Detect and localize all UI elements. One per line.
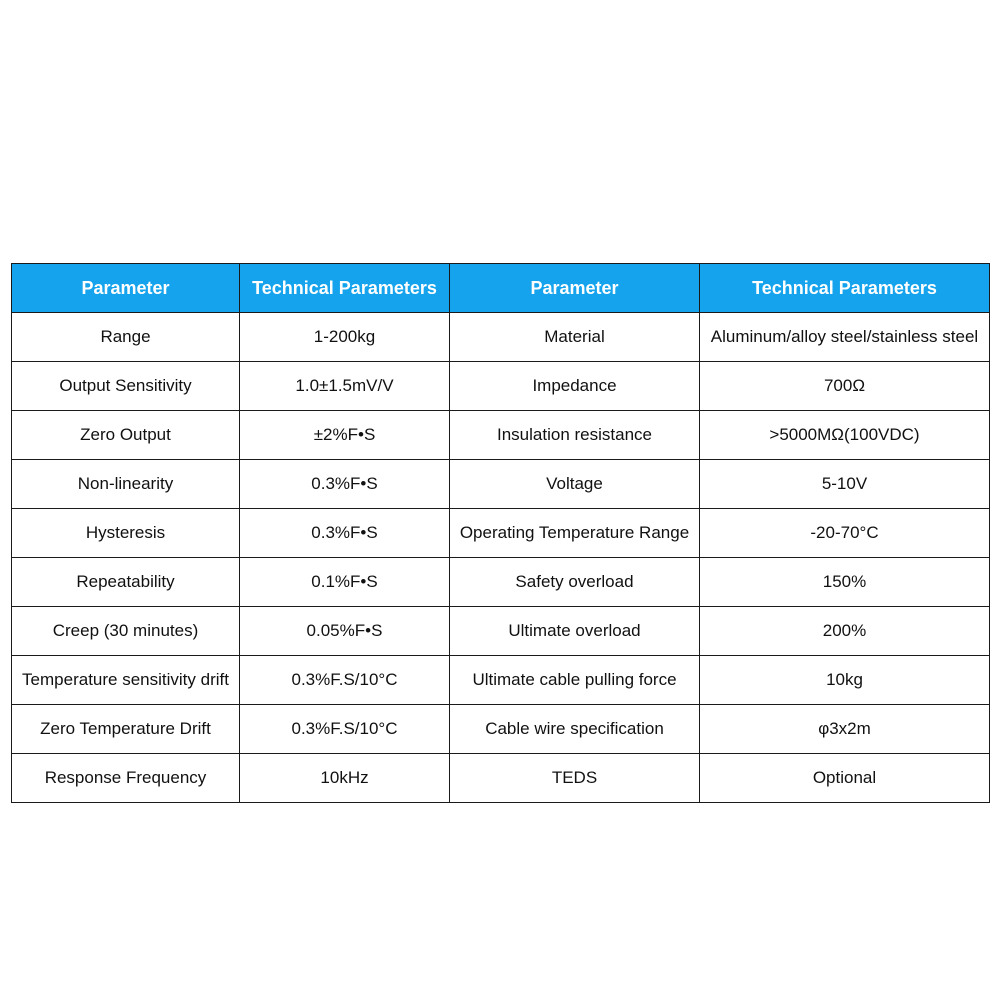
header-row [12, 264, 990, 313]
table-row [12, 607, 990, 656]
value-cell: 10kHz [240, 754, 450, 803]
parameter-cell: Creep (30 minutes) [12, 607, 240, 656]
value-cell: Optional [700, 754, 990, 803]
parameter-cell: Ultimate cable pulling force [450, 656, 700, 705]
value-cell: 0.05%F•S [240, 607, 450, 656]
value-cell: 5-10V [700, 460, 990, 509]
table-row [12, 313, 990, 362]
parameter-cell: Material [450, 313, 700, 362]
value-cell: 1.0±1.5mV/V [240, 362, 450, 411]
table-row [12, 558, 990, 607]
parameter-cell: TEDS [450, 754, 700, 803]
parameter-cell: Hysteresis [12, 509, 240, 558]
parameter-cell: Temperature sensitivity drift [12, 656, 240, 705]
value-cell: 150% [700, 558, 990, 607]
value-cell: 1-200kg [240, 313, 450, 362]
parameter-cell: Zero Temperature Drift [12, 705, 240, 754]
value-cell: 0.3%F•S [240, 460, 450, 509]
parameter-cell: Output Sensitivity [12, 362, 240, 411]
header-cell-technical-parameters: Technical Parameters [700, 264, 990, 313]
table-row [12, 754, 990, 803]
parameter-cell: Zero Output [12, 411, 240, 460]
table-row [12, 460, 990, 509]
parameter-cell: Voltage [450, 460, 700, 509]
parameter-cell: Range [12, 313, 240, 362]
value-cell: 700Ω [700, 362, 990, 411]
header-cell-parameter: Parameter [12, 264, 240, 313]
value-cell: 200% [700, 607, 990, 656]
table-row [12, 509, 990, 558]
value-cell: φ3x2m [700, 705, 990, 754]
parameter-cell: Insulation resistance [450, 411, 700, 460]
value-cell: 0.1%F•S [240, 558, 450, 607]
value-cell: -20-70°C [700, 509, 990, 558]
parameter-cell: Impedance [450, 362, 700, 411]
parameter-cell: Cable wire specification [450, 705, 700, 754]
value-cell: 0.3%F.S/10°C [240, 656, 450, 705]
table-row [12, 411, 990, 460]
value-cell: >5000MΩ(100VDC) [700, 411, 990, 460]
value-cell: 0.3%F•S [240, 509, 450, 558]
parameter-cell: Response Frequency [12, 754, 240, 803]
value-cell: Aluminum/alloy steel/stainless steel [700, 313, 990, 362]
parameter-cell: Non-linearity [12, 460, 240, 509]
parameter-cell: Repeatability [12, 558, 240, 607]
parameter-cell: Ultimate overload [450, 607, 700, 656]
header-cell-technical-parameters: Technical Parameters [240, 264, 450, 313]
value-cell: 10kg [700, 656, 990, 705]
parameter-cell: Operating Temperature Range [450, 509, 700, 558]
header-cell-parameter: Parameter [450, 264, 700, 313]
spec-table [11, 263, 990, 803]
table-row [12, 656, 990, 705]
table-row [12, 705, 990, 754]
value-cell: 0.3%F.S/10°C [240, 705, 450, 754]
table-row [12, 362, 990, 411]
value-cell: ±2%F•S [240, 411, 450, 460]
parameter-cell: Safety overload [450, 558, 700, 607]
